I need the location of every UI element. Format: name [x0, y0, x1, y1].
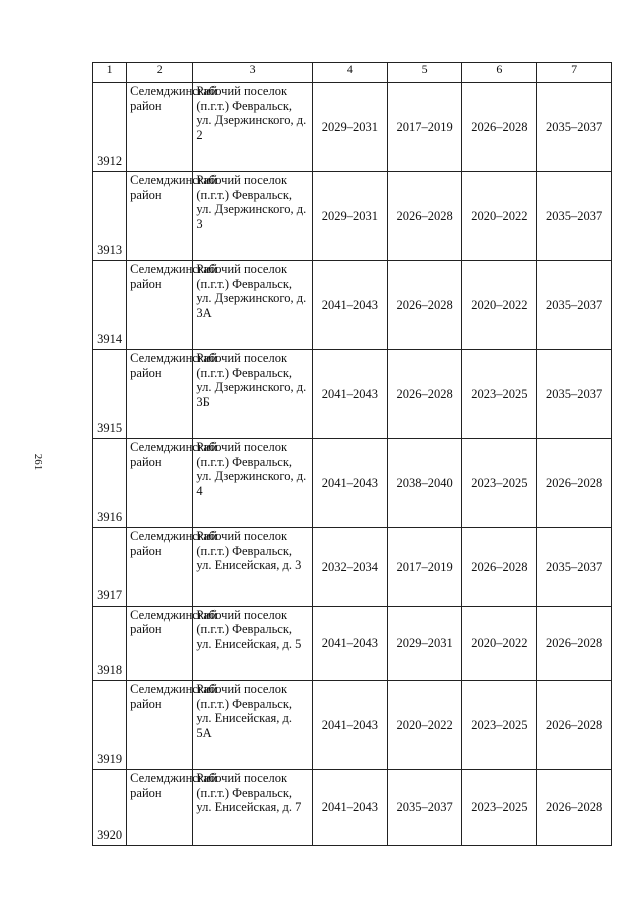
- period-col4-cell: 2029–2031: [312, 83, 387, 172]
- period-col6-cell: 2023–2025: [462, 350, 537, 439]
- period-col7-cell: 2035–2037: [537, 261, 612, 350]
- header-col-3: 3: [193, 63, 313, 83]
- address-cell: Рабочий поселок (п.г.т.) Февральск, ул. Дзержинского, д. 2: [193, 83, 313, 172]
- row-number: 3917: [93, 528, 127, 607]
- table-row: [93, 83, 612, 172]
- period-col5-cell: 2029–2031: [387, 606, 462, 680]
- header-col-5: 5: [387, 63, 462, 83]
- period-col4-cell: 2029–2031: [312, 172, 387, 261]
- row-number: 3912: [93, 83, 127, 172]
- district-cell: Селемджинский район: [127, 439, 193, 528]
- header-row: [93, 63, 612, 83]
- period-col7-cell: 2035–2037: [537, 172, 612, 261]
- address-cell: Рабочий поселок (п.г.т.) Февральск, ул. Дзержинского, д. 3Б: [193, 350, 313, 439]
- district-cell: Селемджинский район: [127, 681, 193, 770]
- row-number: 3913: [93, 172, 127, 261]
- row-number: 3918: [93, 606, 127, 680]
- district-cell: Селемджинский район: [127, 83, 193, 172]
- period-col5-cell: 2017–2019: [387, 528, 462, 607]
- address-cell: Рабочий поселок (п.г.т.) Февральск, ул. Дзержинского, д. 3А: [193, 261, 313, 350]
- period-col7-cell: 2026–2028: [537, 606, 612, 680]
- period-col5-cell: 2026–2028: [387, 261, 462, 350]
- period-col6-cell: 2023–2025: [462, 439, 537, 528]
- period-col7-cell: 2026–2028: [537, 681, 612, 770]
- period-col5-cell: 2020–2022: [387, 681, 462, 770]
- header-col-6: 6: [462, 63, 537, 83]
- address-cell: Рабочий поселок (п.г.т.) Февральск, ул. Енисейская, д. 5: [193, 606, 313, 680]
- address-cell: Рабочий поселок (п.г.т.) Февральск, ул. Енисейская, д. 7: [193, 770, 313, 846]
- table-row: [93, 261, 612, 350]
- period-col4-cell: 2041–2043: [312, 439, 387, 528]
- repair-schedule-table: [92, 62, 612, 846]
- period-col7-cell: 2026–2028: [537, 439, 612, 528]
- row-number: 3919: [93, 681, 127, 770]
- row-number: 3920: [93, 770, 127, 846]
- period-col7-cell: 2026–2028: [537, 770, 612, 846]
- period-col7-cell: 2035–2037: [537, 528, 612, 607]
- table-row: [93, 770, 612, 846]
- period-col7-cell: 2035–2037: [537, 350, 612, 439]
- row-number: 3915: [93, 350, 127, 439]
- period-col4-cell: 2041–2043: [312, 350, 387, 439]
- period-col4-cell: 2041–2043: [312, 606, 387, 680]
- period-col6-cell: 2020–2022: [462, 606, 537, 680]
- period-col4-cell: 2041–2043: [312, 261, 387, 350]
- table-row: [93, 681, 612, 770]
- period-col4-cell: 2032–2034: [312, 528, 387, 607]
- header-col-1: 1: [93, 63, 127, 83]
- address-cell: Рабочий поселок (п.г.т.) Февральск, ул. Енисейская, д. 3: [193, 528, 313, 607]
- period-col5-cell: 2038–2040: [387, 439, 462, 528]
- address-cell: Рабочий поселок (п.г.т.) Февральск, ул. Дзержинского, д. 3: [193, 172, 313, 261]
- address-cell: Рабочий поселок (п.г.т.) Февральск, ул. Енисейская, д. 5А: [193, 681, 313, 770]
- table-row: [93, 350, 612, 439]
- period-col6-cell: 2026–2028: [462, 83, 537, 172]
- period-col6-cell: 2023–2025: [462, 681, 537, 770]
- period-col6-cell: 2023–2025: [462, 770, 537, 846]
- district-cell: Селемджинский район: [127, 350, 193, 439]
- district-cell: Селемджинский район: [127, 261, 193, 350]
- rotated-table-area: [92, 62, 612, 846]
- period-col5-cell: 2026–2028: [387, 172, 462, 261]
- table-row: [93, 606, 612, 680]
- period-col7-cell: 2035–2037: [537, 83, 612, 172]
- period-col5-cell: 2017–2019: [387, 83, 462, 172]
- period-col4-cell: 2041–2043: [312, 681, 387, 770]
- header-col-4: 4: [312, 63, 387, 83]
- page-number: 261: [32, 453, 44, 471]
- row-number: 3916: [93, 439, 127, 528]
- table-row: [93, 528, 612, 607]
- district-cell: Селемджинский район: [127, 528, 193, 607]
- district-cell: Селемджинский район: [127, 172, 193, 261]
- row-number: 3914: [93, 261, 127, 350]
- district-cell: Селемджинский район: [127, 606, 193, 680]
- period-col5-cell: 2026–2028: [387, 350, 462, 439]
- header-col-2: 2: [127, 63, 193, 83]
- period-col6-cell: 2020–2022: [462, 261, 537, 350]
- header-col-7: 7: [537, 63, 612, 83]
- period-col5-cell: 2035–2037: [387, 770, 462, 846]
- period-col6-cell: 2020–2022: [462, 172, 537, 261]
- table-row: [93, 172, 612, 261]
- table-row: [93, 439, 612, 528]
- period-col4-cell: 2041–2043: [312, 770, 387, 846]
- period-col6-cell: 2026–2028: [462, 528, 537, 607]
- address-cell: Рабочий поселок (п.г.т.) Февральск, ул. Дзержинского, д. 4: [193, 439, 313, 528]
- district-cell: Селемджинский район: [127, 770, 193, 846]
